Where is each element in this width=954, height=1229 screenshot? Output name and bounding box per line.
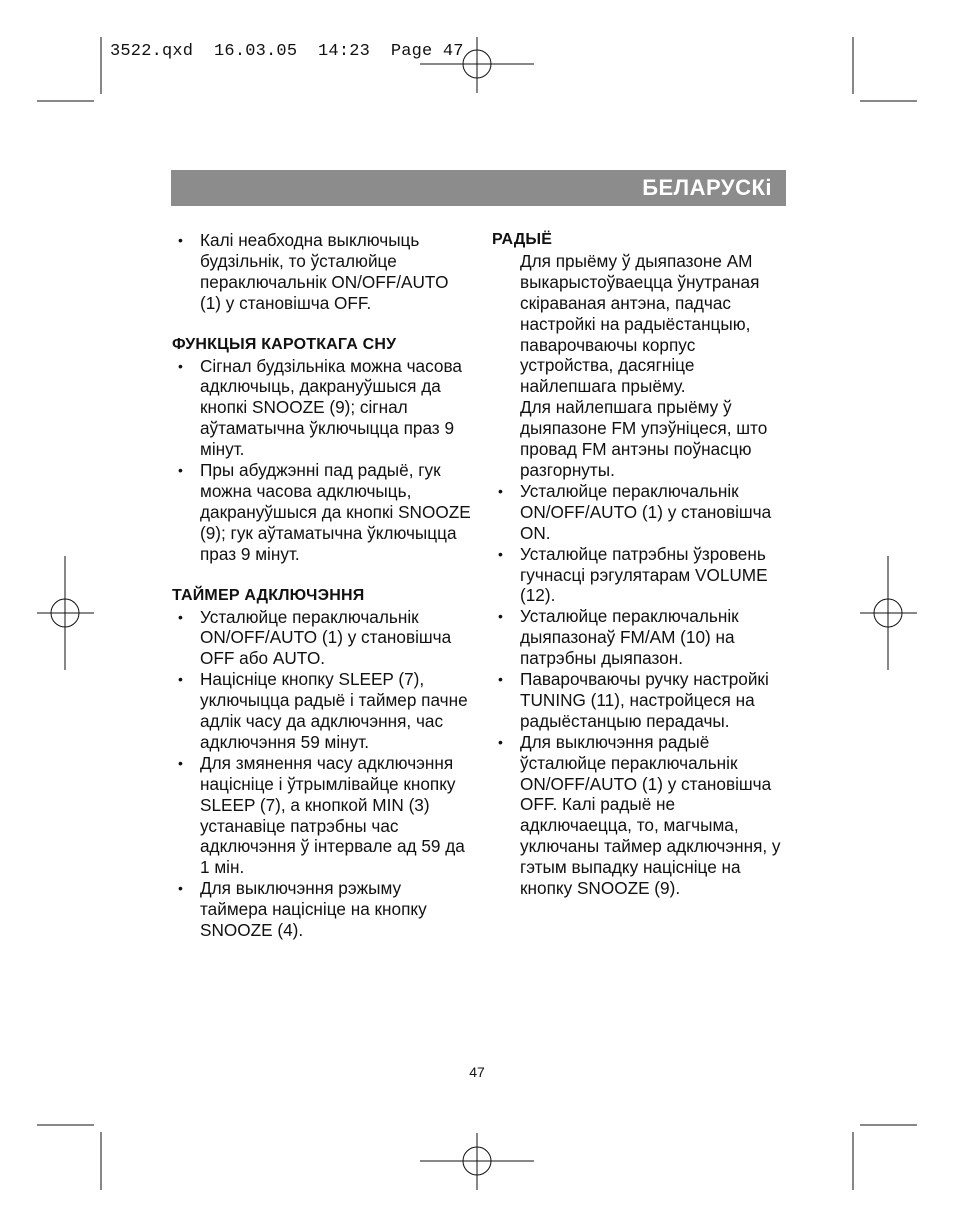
section-heading-sleep: ФУНКЦЫЯ КАРОТКАГА СНУ — [172, 335, 397, 353]
list-item: • Сігнал будзільніка можна часова адключыць, дакрануўшыся да кнопкі SNOOZE (9); сігнал аўтаматычна ўключыцца праз 9 мінут. — [172, 356, 472, 461]
list-item: • Усталюйце пераключальнік ON/OFF/AUTO (1) у становішча OFF або AUTO. — [172, 607, 472, 670]
list-item: • Для выключэння радыё ўсталюйце пераключальнік ON/OFF/AUTO (1) у становішча OFF. Калі радыё не адключаецца, то, магчыма, уключаны таймер адключэння, у гэтым выпадку націсніце на кнопку SNOOZE (9). — [492, 732, 787, 899]
registration-target-bottom — [420, 1133, 534, 1190]
section-heading-timer: ТАЙМЕР АДКЛЮЧЭННЯ — [172, 586, 365, 604]
list-item: • Паварочваючы ручку настройкі TUNING (11), настройцеся на радыёстанцыю перадачы. — [492, 669, 787, 732]
left-column — [172, 230, 472, 941]
section-heading-radio: РАДЫЁ — [492, 231, 553, 248]
sleep-list — [172, 356, 472, 565]
list-item: • Усталюйце пераключальнік ON/OFF/AUTO (1) у становішча ON. — [492, 481, 787, 544]
list-item: • Для змянення часу адключэння націсніце і ўтрымлівайце кнопку SLEEP (7), а кнопкой MIN (3) устанавіце патрэбны час адключэння ў інтервале ад 59 да 1 мін. — [172, 753, 472, 878]
registration-target-right — [860, 556, 917, 670]
intro-list — [172, 230, 472, 314]
list-item: • Усталюйце патрэбны ўзровень гучнасці рэгулятарам VOLUME (12). — [492, 544, 787, 607]
list-item: • Усталюйце пераключальнік дыяпазонаў FM/AM (10) на патрэбны дыяпазон. — [492, 606, 787, 669]
list-item: • Націсніце кнопку SLEEP (7), уключыцца радыё і таймер пачне адлік часу да адключэння, час адключэння 59 мінут. — [172, 669, 472, 753]
list-item: • Для выключэння рэжыму таймера націсніце на кнопку SNOOZE (4). — [172, 878, 472, 941]
right-column — [492, 230, 787, 899]
language-header-bar — [171, 170, 786, 206]
timer-list — [172, 607, 472, 942]
print-slug: 3522.qxd 16.03.05 14:23 Page 47 — [110, 42, 464, 61]
list-item: • Пры абуджэнні пад радыё, гук можна часова адключыць, дакрануўшыся да кнопкі SNOOZE (9); гук аўтаматычна ўключыцца праз 9 мінут. — [172, 460, 472, 565]
radio-list — [492, 481, 787, 899]
radio-paragraph: Для найлепшага прыёму ў дыяпазоне FM упэўніцеся, што провад FM антэны поўнасцю разгорнуты. — [520, 397, 768, 480]
list-item: • Калі неабходна выключыць будзільнік, то ўсталюйце пераключальнік ON/OFF/AUTO (1) у становішча OFF. — [172, 230, 472, 314]
registration-target-top — [420, 37, 534, 93]
language-title: БЕЛАРУСКі — [642, 175, 772, 200]
radio-paragraph: Для прыёму ў дыяпазоне AM выкарыстоўваецца ўнутраная скіраваная антэна, падчас настройкі на радыёстанцыю, паварочваючы корпус устройства, дасягніце найлепшага прыёму. — [520, 250, 760, 397]
registration-target-left — [37, 556, 94, 670]
page-number: 47 — [469, 1064, 485, 1080]
